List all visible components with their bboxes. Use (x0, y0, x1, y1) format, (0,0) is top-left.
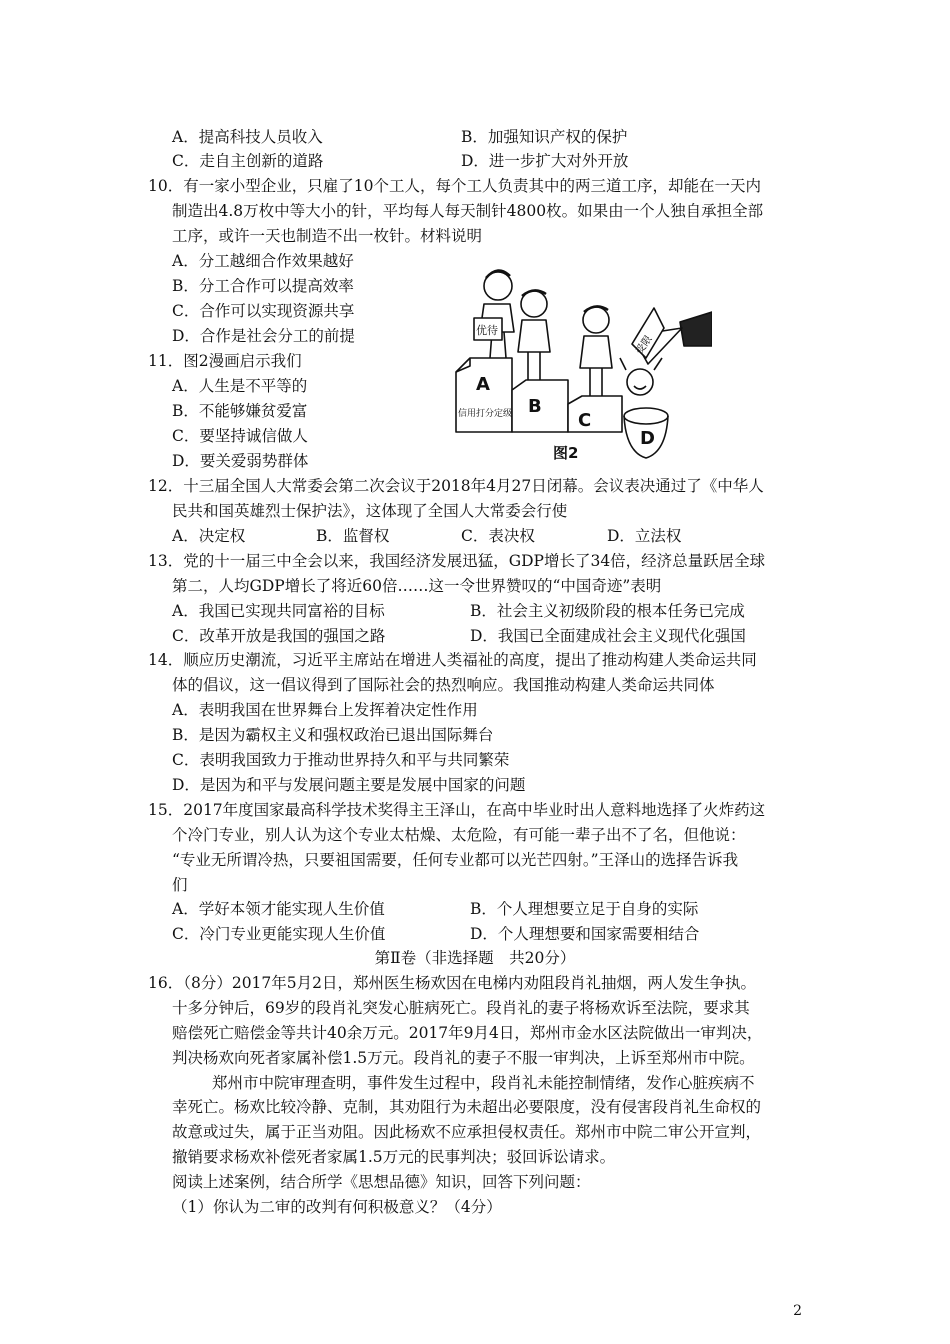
q11-option-c: C．要坚持诚信做人 (172, 427, 308, 445)
q13-stem-line1: 13．党的十一届三中全会以来，我国经济发展迅猛，GDP增长了34倍，经济总量跃居全球 (148, 552, 766, 570)
step-label-c: C (578, 410, 592, 431)
step-label-credit: 信用打分定级 (458, 409, 513, 419)
q16-line2: 十多分钟后，69岁的段肖礼突发心脏病死亡。段肖礼的妻子将杨欢诉至法院，要求其 (172, 999, 750, 1017)
q12-option-d: D．立法权 (607, 527, 682, 545)
q11-stem: 11．图2漫画启示我们 (148, 352, 302, 370)
q13-option-a: A．我国已实现共同富裕的目标 (172, 602, 385, 620)
q12-option-a: A．决定权 (172, 527, 246, 545)
q12-option-c: C．表决权 (461, 527, 535, 545)
q16-p2-line4: 撤销要求杨欢补偿死者家属1.5万元的民事判决；驳回诉讼请求。 (172, 1148, 616, 1166)
q10-option-b: B．分工合作可以提高效率 (172, 277, 354, 295)
q15-stem-line3: “专业无所谓冷热，只要祖国需要，任何专业都可以光芒四射。”王泽山的选择告诉我 (172, 851, 739, 869)
step-label-a: A (476, 374, 490, 395)
step-label-b: B (528, 396, 542, 417)
cartoon-figure (450, 262, 712, 462)
step-label-d: D (640, 428, 655, 449)
q10-option-c: C．合作可以实现资源共享 (172, 302, 355, 320)
q11-option-b: B．不能够嫌贫爱富 (172, 402, 308, 420)
q15-stem-line4: 们 (172, 876, 188, 894)
q9-option-c: C．走自主创新的道路 (172, 152, 324, 170)
q14-option-a: A．表明我国在世界舞台上发挥着决定性作用 (172, 701, 478, 719)
q16-instruction: 阅读上述案例，结合所学《思想品德》知识，回答下列问题： (172, 1173, 591, 1191)
figure-caption: 图2 (553, 444, 579, 462)
q10-option-d: D．合作是社会分工的前提 (172, 327, 355, 345)
q15-stem-line2: 个冷门专业，别人认为这个专业太枯燥、太危险，有可能一辈子出不了名，但他说： (172, 826, 746, 844)
q16-line1: 16．（8分）2017年5月2日，郑州医生杨欢因在电梯内劝阻段肖礼抽烟，两人发生争执。 (148, 974, 757, 992)
q11-option-d: D．要关爱弱势群体 (172, 452, 309, 470)
q16-line4: 判决杨欢向死者家属补偿1.5万元。段肖礼的妻子不服一审判决，上诉至郑州市中院。 (172, 1049, 755, 1067)
q16-p2-line1: 郑州市中院审理查明，事件发生过程中，段肖礼未能控制情绪，发作心脏疾病不 (212, 1074, 755, 1092)
page-number: 2 (793, 1303, 802, 1319)
q16-line3: 赔偿死亡赔偿金等共计40余万元。2017年9月4日，郑州市金水区法院做出一审判决， (172, 1024, 763, 1042)
q15-option-d: D．个人理想要和国家需要相结合 (470, 925, 700, 943)
q15-option-a: A．学好本领才能实现人生价值 (172, 900, 385, 918)
q14-stem-line1: 14．顺应历史潮流，习近平主席站在增进人类福祉的高度，提出了推动构建人类命运共同 (148, 651, 757, 669)
q13-stem-line2: 第二，人均GDP增长了将近60倍……这一令世界赞叹的“中国奇迹”表明 (172, 577, 662, 595)
q11-option-a: A．人生是不平等的 (172, 377, 308, 395)
q12-stem-line1: 12．十三届全国人大常委会第二次会议于2018年4月27日闭幕。会议表决通过了《中华人 (148, 477, 764, 495)
q15-option-c: C．冷门专业更能实现人生价值 (172, 925, 386, 943)
q12-option-b: B．监督权 (316, 527, 390, 545)
q15-option-b: B．个人理想要立足于自身的实际 (470, 900, 699, 918)
sign-youdai: 优待 (476, 324, 498, 337)
q10-stem-line2: 制造出4.8万枚中等大小的针，平均每人每天制针4800枚。如果由一个人独自承担全部 (172, 202, 764, 220)
q10-option-a: A．分工越细合作效果越好 (172, 252, 354, 270)
q13-option-c: C．改革开放是我国的强国之路 (172, 627, 386, 645)
q9-option-d: D．进一步扩大对外开放 (461, 152, 629, 170)
section-2-title: 第Ⅱ卷（非选择题 共20分） (374, 949, 576, 967)
q10-stem-line3: 工序，或许一天也制造不出一枚针。材料说明 (172, 227, 483, 245)
q9-option-a: A．提高科技人员收入 (172, 128, 323, 146)
sign-shouxian: 受限 (634, 333, 655, 357)
q13-option-d: D．我国已全面建成社会主义现代化强国 (470, 627, 746, 645)
q14-option-d: D．是因为和平与发展问题主要是发展中国家的问题 (172, 776, 526, 794)
q16-p2-line3: 故意或过失，属于正当劝阻。因此杨欢不应承担侵权责任。郑州市中院二审公开宣判， (172, 1123, 762, 1141)
q16-subquestion-1: （1）你认为二审的改判有何积极意义？（4分） (172, 1198, 502, 1216)
q14-option-b: B．是因为霸权主义和强权政治已退出国际舞台 (172, 726, 494, 744)
q12-stem-line2: 民共和国英雄烈士保护法》，这体现了全国人大常委会行使 (172, 502, 568, 520)
q16-p2-line2: 幸死亡。杨欢比较冷静、克制，其劝阻行为未超出必要限度，没有侵害段肖礼生命权的 (172, 1098, 762, 1116)
q14-stem-line2: 体的倡议，这一倡议得到了国际社会的热烈响应。我国推动构建人类命运共同体 (172, 676, 715, 694)
q14-option-c: C．表明我国致力于推动世界持久和平与共同繁荣 (172, 751, 510, 769)
q13-option-b: B．社会主义初级阶段的根本任务已完成 (470, 602, 745, 620)
q9-option-b: B．加强知识产权的保护 (461, 128, 628, 146)
q10-stem-line1: 10．有一家小型企业，只雇了10个工人，每个工人负责其中的两三道工序，却能在一天内 (148, 177, 761, 195)
q15-stem-line1: 15．2017年度国家最高科学技术奖得主王泽山，在高中毕业时出人意料地选择了火炸药这 (148, 801, 766, 819)
